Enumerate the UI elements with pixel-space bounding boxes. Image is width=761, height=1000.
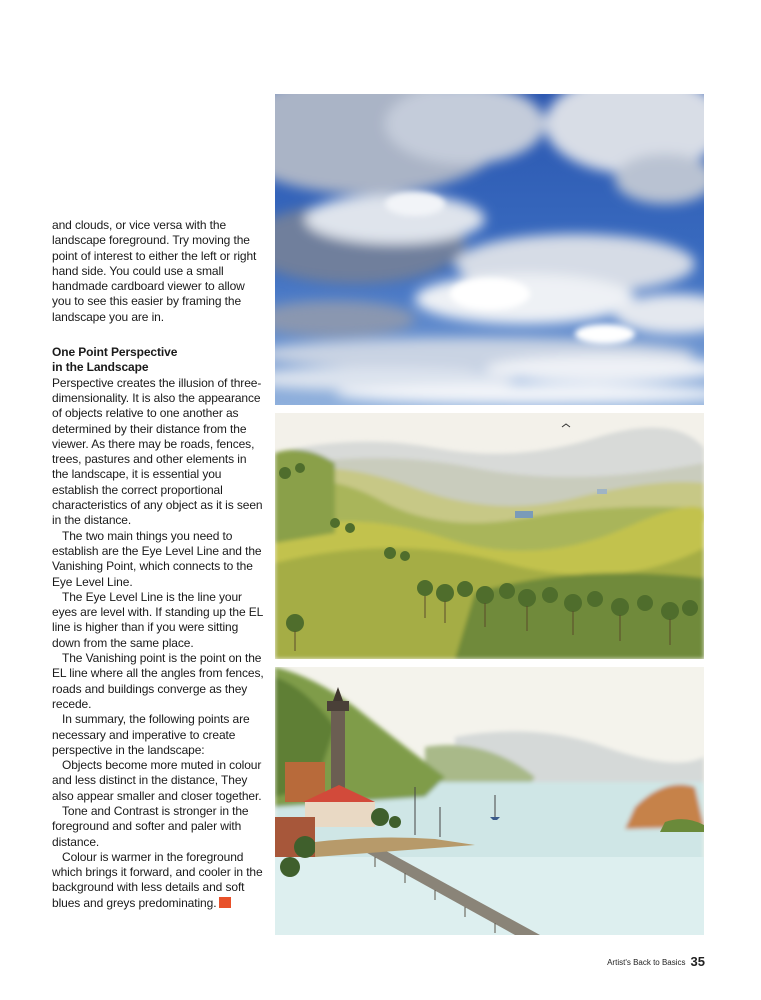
paragraph-vanishing-point: The Vanishing point is the point on the EL line where all the angles from fences, roads and buildings converge as they recede.	[52, 651, 264, 711]
rolling-hills-watercolour	[275, 413, 704, 659]
paragraph-perspective: Perspective creates the illusion of three-dimensionality. It is also the appearance of objects relative to one another as determined by their distance from the viewer. As there may be roads, fences, trees, pastures and other elements in the landscape, it is essential you establish the correct proportional characteristics of any object as it is seen in the distance.	[52, 375, 263, 528]
intro-paragraph: and clouds, or vice versa with the landscape foreground. Try moving the point of interest to either the left or right hand side. You could use a small handmade cardboard viewer to allow you to see this easier by framing the landscape you are in.	[52, 218, 257, 324]
paragraph-muted-objects: Objects become more muted in colour and less distinct in the distance, They also appear smaller and closer together.	[52, 758, 262, 803]
section-heading	[52, 345, 264, 376]
harbour-lighthouse-watercolour	[275, 667, 704, 935]
section-heading-line1: One Point Perspective	[52, 345, 178, 360]
publication-title: Artist's Back to Basics	[607, 958, 686, 967]
paragraph-summary: In summary, the following points are necessary and imperative to create perspective in the landscape:	[52, 712, 250, 757]
sky-clouds-photo	[275, 94, 704, 405]
end-of-article-icon	[219, 897, 231, 908]
paragraph-tone-contrast: Tone and Contrast is stronger in the foreground and softer and paler with distance.	[52, 803, 249, 849]
page-number: 35	[690, 954, 705, 969]
paragraph-eye-level: The Eye Level Line is the line your eyes are level with. If standing up the EL line is higher than if you were sitting down from the same place.	[52, 589, 263, 650]
paragraph-two-things: The two main things you need to establish are the Eye Level Line and the Vanishing Point, which connects to the Eye Level Line.	[52, 528, 262, 589]
page-footer	[607, 954, 705, 969]
article-column	[52, 218, 264, 911]
section-heading-line2: in the Landscape	[52, 360, 149, 375]
paragraph-colour-warmth	[52, 850, 264, 911]
paragraph-colour-warmth-text: Colour is warmer in the foreground which brings it forward, and cooler in the background with less details and soft blues and greys predominating.	[52, 849, 263, 910]
